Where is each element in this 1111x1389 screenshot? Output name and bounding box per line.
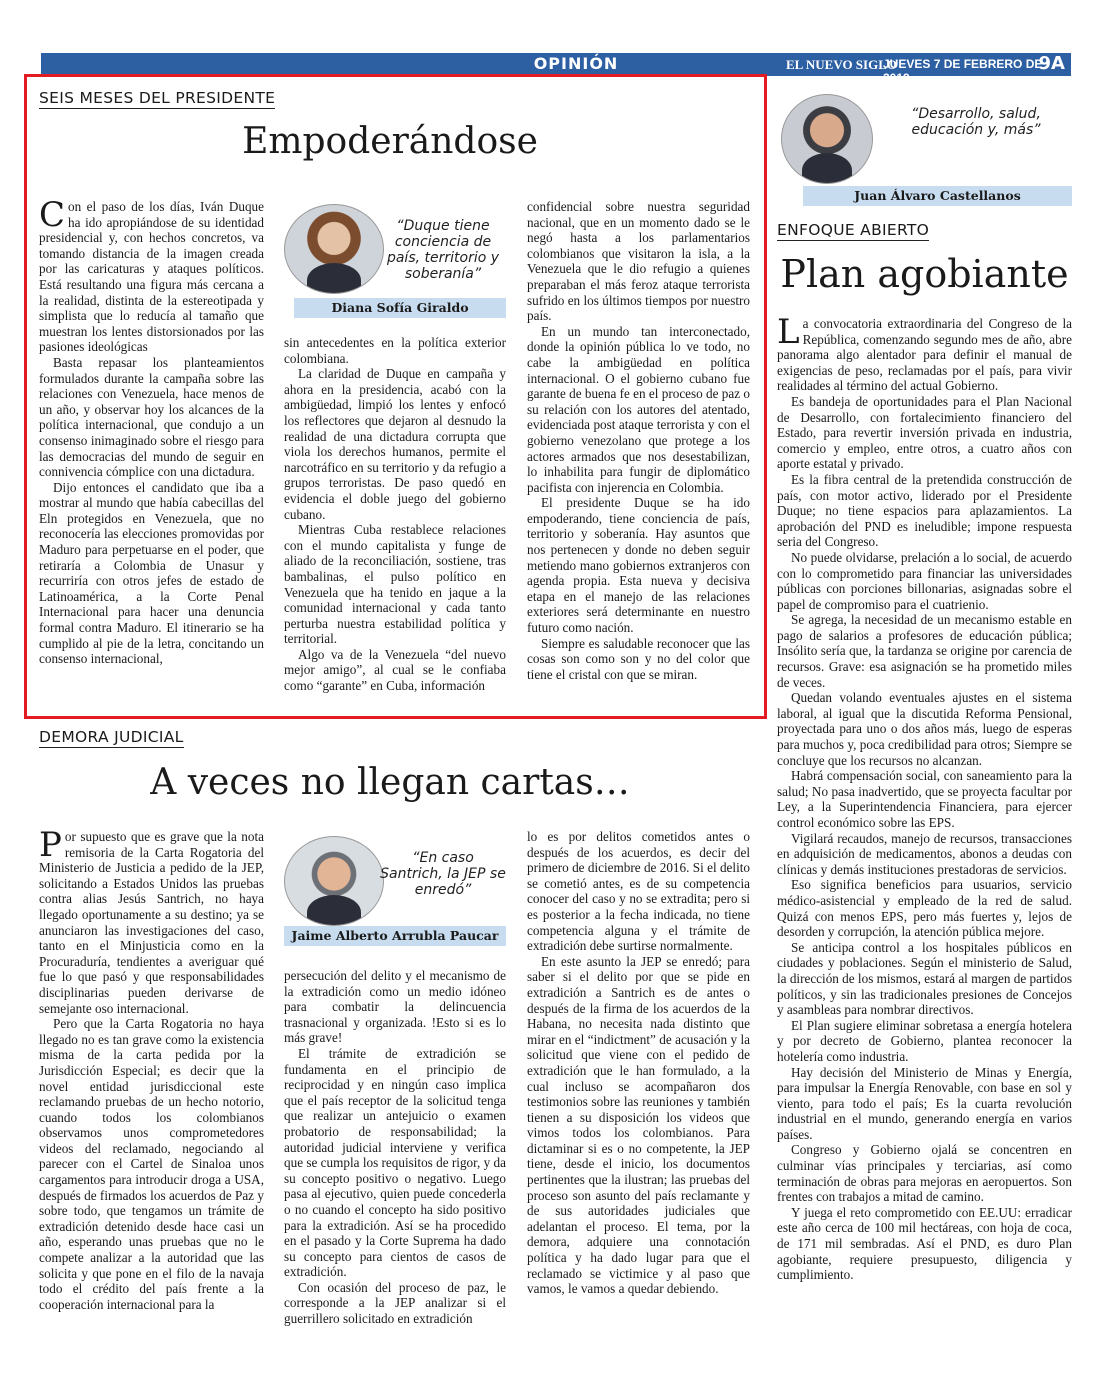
article3-paragraph: a convocatoria extraordinaria del Congreso de la República, comenzando segundo mes de año, abre panorama algo alentador para definir el manual de exigencias de peso, reclamadas por el país, para vivir realidades al término del actual Gobierno.	[777, 316, 1072, 394]
article1-column-1	[39, 195, 264, 667]
article3-paragraph: Quedan volando eventuales ajustes en el sistema laboral, al igual que la discutida Reforma Pensional, proyectada para uno o dos años más, luego de esperas para muchos y, poca credibilidad para otros; Siempre se concluye que los recursos no alcanzan.	[777, 690, 1072, 768]
article3-paragraph: El Plan sugiere eliminar sobretasa a energía hotelera y por decreto de Gobierno, plantea reconocer la hotelería como industria.	[777, 1017, 1072, 1064]
article2-author-name: Jaime Alberto Arrubla Paucar	[284, 926, 506, 946]
article1-paragraph: Basta repasar los planteamientos formulados durante la campaña sobre las relaciones con Venezuela, hace menos de un año, y observar hoy los alcances de la política internacional, que condujo a un consenso inimaginado sobre el riesgo para las democracias del mundo de seguir en connivencia cómplice con una dictadura.	[39, 354, 264, 480]
article3-paragraph: Se anticipa control a los hospitales públicos en ciudades y poblaciones. Según el ministerio de Salud, la dirección de los mismos, estará al margen de partidos políticos, y sin las tradicionales presiones de Concejos y asambleas para nombrar directivos.	[777, 939, 1072, 1018]
article1-author-name: Diana Sofía Giraldo	[294, 298, 506, 318]
article3-paragraph: Eso significa beneficios para usuarios, servicio médico-asistencial y empleado de la red de salud. Quizá con menos EPS, pero más fuertes y, lejos de desorden y corrupción, la atención pública mejore.	[777, 877, 1072, 940]
article3-paragraph: Es bandeja de oportunidades para el Plan Nacional de Desarrollo, con fortalecimiento financiero del Estado, para revertir inversión privada en industria, comercio y empleo, entre otros, a cuatro años con aporte estatal y privado.	[777, 393, 1072, 472]
article2-paragraph: lo es por delitos cometidos antes o después de los acuerdos, es decir del primero de diciembre de 2016. Si el delito se cometió antes, es de su competencia conocer del caso y no se extradita; pero si es posterior a la fecha indicada, no tiene competencia alguna y el trámite de extradición debe surtirse normalmente.	[527, 829, 750, 954]
article1-dropcap: C	[39, 195, 66, 235]
article3-paragraph: Habrá compensación social, con saneamiento para la salud; No pasa inadvertido, que se proyecta facultar por Ley, a la Superintendencia Financiera, para ejercer control económico sobre las EPS.	[777, 768, 1072, 830]
article1-paragraph: Siempre es saludable reconocer que las cosas son como son y no del color que tiene el cristal con que se miran.	[527, 635, 750, 682]
article3-paragraph: No puede olvidarse, prelación a lo social, de acuerdo con lo comprometido para financiar las universidades públicas con porciones billonarias, asignadas sobre el papel de compromiso para el cuatrienio.	[777, 549, 1072, 612]
article2-paragraph: persecución del delito y el mecanismo de la extradición como un medio idóneo para combatir la delincuencia trasnacional y organizada. !Esto si es lo más grave!	[284, 968, 506, 1046]
article2-column-3	[527, 829, 750, 1297]
author-photo	[284, 836, 384, 926]
article3-dropcap: L	[777, 312, 800, 352]
article3-pull-quote: “Desarrollo, salud, educación y, más”	[911, 106, 1041, 138]
article2-column-1	[39, 825, 264, 1312]
article1-paragraph: Mientras Cuba restablece relaciones con el mundo capitalista y funge de aliado de la reconciliación, sostiene, tras bambalinas, el pulso político en Venezuela que ha tenido en jaque a la comunidad internacional y cada tanto perturba nuestra estabilidad política y territorial.	[284, 522, 506, 647]
article2-column-2	[284, 968, 506, 1327]
article2-pull-quote: “En caso Santrich, la JEP se enredó”	[380, 850, 506, 898]
article2-headline: A veces no llegan cartas…	[150, 762, 630, 803]
article1-headline: Empoderándose	[242, 121, 538, 162]
article3-paragraph: Se agrega, la necesidad de un mecanismo estable en pago de salarios a profesores de educación pública; Insólito sería que, la tardanza se origine por carencia de recursos. Grave: esa asignación se ha prometido miles de veces.	[777, 612, 1072, 690]
article2-paragraph: En este asunto la JEP se enredó; para saber si el delito por que se pide en extradición a Santrich es de antes o después de la firma de los acuerdos de la Habana, no necesita nada distinto que mirar en el “indictment” de acusación y la solicitud que viene con el pedido de extradición que le han formulado, a la cual incluso se acompañaron dos testimonios sobre las reuniones y también tienen a su disposición los videos que vimos todos los colombianos. Para dictaminar si es o no competente, la JEP tiene, desde el inicio, los documentos pertinentes que la ilustran; las pruebas del proceso son asunto del país reclamante y de sus autoridades judiciales que adelantan el proceso. El tema, por la demora, adquiere una connotación política y ha dado lugar para que el reclamado se victimice y al paso que vamos, le vamos a quedar debiendo.	[527, 953, 750, 1297]
article3-paragraph: Hay decisión del Ministerio de Minas y Energía, para impulsar la Energía Renovable, con base en sol y viento, para todo el país; Es la cuarta revolución industrial en el mundo, generando energía en varios países.	[777, 1064, 1072, 1142]
article1-paragraph: En un mundo tan interconectado, donde la opinión pública lo ve todo, no cabe la ambigüedad en política internacional. O el gobierno cubano fue garante de buena fe en el proceso de paz o su relación con los autores del atentado, evidenciada post ataque terrorista y con el gobierno venezolano que protege a los actores armados que nos desestabilizan, lo inhabilita para fungir de diplomático pacifista con injerencia en Colombia.	[527, 323, 750, 495]
article1-author-box	[284, 204, 506, 320]
article2-kicker: DEMORA JUDICIAL	[39, 728, 184, 746]
article3-column	[777, 312, 1072, 1283]
article2-paragraph: Pero que la Carta Rogatoria no haya llegado no es tan grave como la existencia misma de la carta pedida por la Jurisdicción Especial; es decir que la novel entidad jurisdiccional este reclamando pruebas de un hecho notorio, cuando todos los colombianos observamos unos comprometedores videos del reclamado, negociando al parecer con el Cartel de Sinaloa unos cargamentos para introducir droga a USA, después de firmados los acuerdos de Paz y sobre todo, que tengamos un trámite de extradición detenido desde hace casi un año, esperando unas pruebas que no le compete analizar a la autoridad que las solicita y que pone en el filo de la navaja todo el crédito del país frente a la cooperación internacional para la	[39, 1016, 264, 1312]
page-number: 9A	[1038, 53, 1065, 74]
article1-paragraph: La claridad de Duque en campaña y ahora en la presidencia, acabó con la ambigüedad, limpió los lentes y enfocó los reflectores que dejaron al desnudo la realidad de una dictadura corrupta que viola los derechos humanos, permite el narcotráfico en su territorio y da refugio a grupos terroristas. De paso quedó en evidencia el doble juego del gobierno cubano.	[284, 366, 506, 522]
article3-paragraph: Y juega el reto comprometido con EE.UU: erradicar este año cerca de 100 mil hectáreas, con hoja de coca, de 171 mil sembradas. Así el PND, es duro Plan agobiante, requiere presupuesto, diligencia y cumplimiento.	[777, 1204, 1072, 1283]
article3-paragraph: Es la fibra central de la pretendida construcción de país, con motor activo, liderado por el Presidente Duque; no tiene espacios para aplazamientos. La aprobación del PND es ineludible; impone respuesta seria del Congreso.	[777, 471, 1072, 550]
article2-paragraph: or supuesto que es grave que la nota remisoria de la Carta Rogatoria del Ministerio de Justicia a pedido de la JEP, solicitando a Estados Unidos las pruebas contra alias Jesús Santrich, no haya llegado oportunamente a su destino; ya se anunciaron las investigaciones del caso, tanto en el Minjusticia como en la Procuraduría, tendientes a averiguar qué fue lo que pasó y que responsabilidades disciplinarias pueden derivarse de semejante oso internacional.	[39, 829, 264, 1016]
article3-author-name: Juan Álvaro Castellanos	[803, 186, 1072, 206]
article1-pull-quote: “Duque tiene conciencia de país, territorio y soberanía”	[386, 218, 500, 282]
article2-dropcap: P	[39, 825, 62, 865]
article1-column-2	[284, 335, 506, 694]
article1-kicker: SEIS MESES DEL PRESIDENTE	[39, 89, 276, 107]
article3-author-box	[781, 94, 1072, 206]
section-title: OPINIÓN	[533, 54, 619, 73]
article2-paragraph: Con ocasión del proceso de paz, le corresponde a la JEP analizar si el guerrillero solicitado en extradición	[284, 1279, 506, 1327]
article3-kicker: ENFOQUE ABIERTO	[777, 221, 930, 239]
page-header	[41, 53, 1071, 85]
article3-paragraph: Congreso y Gobierno ojalá se concentren en culminar vías principales y terciarias, así como terminación de obras para mejoras en aeropuertos. Son frentes con trabajos a mitad de camino.	[777, 1142, 1072, 1205]
issue-date: JUEVES 7 DE FEBRERO DE 2019	[883, 57, 1043, 85]
article1-paragraph: sin antecedentes en la política exterior colombiana.	[284, 335, 506, 366]
article2-author-box	[284, 836, 506, 950]
article3-paragraph: Vigilará recaudos, manejo de recursos, transacciones en adquisición de medicamentos, abonos a deudas con clínicas y demás instituciones prestadoras de servicios.	[777, 830, 1072, 877]
newspaper-name: EL NUEVO SIGLO	[786, 57, 897, 72]
article1-paragraph: El presidente Duque se ha ido empoderando, tiene conciencia de país, territorio y soberanía. Hay asuntos que nos pertenecen y donde no deben seguir metiendo mano gobiernos extranjeros con agenda propia. Esta nueva y decisiva etapa en el manejo de las relaciones exteriores será determinante en nuestro futuro como nación.	[527, 495, 750, 636]
article1-paragraph: Dijo entonces el candidato que iba a mostrar al mundo que había cabecillas del Eln protegidos en Venezuela, que no reconocería las elecciones promovidas por Maduro para perpetuarse en el poder, que retiraría a Colombia de Unasur y recurriría con otros jefes de estado de Latinoamérica, a la Corte Penal Internacional para hacer una denuncia formal contra Maduro. El itinerario se ha cumplido al pie de la letra, concitando un consenso internacional,	[39, 479, 264, 667]
article1-paragraph: Algo va de la Venezuela “del nuevo mejor amigo”, al cual se le confiaba como “garante” en Cuba, información	[284, 646, 506, 694]
article1-column-3	[527, 199, 750, 682]
author-photo	[284, 204, 384, 294]
article3-headline: Plan agobiante	[780, 252, 1069, 296]
article1-paragraph: on el paso de los días, Iván Duque ha ido apropiándose de su identidad presidencial y, con hechos concretos, va tomando distancia de la imagen creada por las caricaturas y ataques políticos. Está resultando una figura más cercana a la realidad, distinta de la estereotipada y simplista que lo reducía al tamaño que muestran los lentes distorsionados por las pasiones ideológicas	[39, 199, 264, 355]
article1-paragraph: confidencial sobre nuestra seguridad nacional, que en un momento dado se le negó hasta a los parlamentarios colombianos que visitaron la isla, a la Venezuela que le dio refugio a quienes preparaban el más feroz ataque terrorista sufrido en los últimos tiempos por nuestro país.	[527, 199, 750, 324]
article2-paragraph: El trámite de extradición se fundamenta en el principio de reciprocidad y en ningún caso implica que el país receptor de la solicitud tenga que realizar un antejuicio o examen probatorio de responsabilidad; la autoridad judicial interviene y verifica que se cumpla los requisitos de rigor, y da su concepto positivo o negativo. Luego pasa al ejecutivo, quien puede concederla o no cuando el concepto ha sido positivo para la extradición. Así se ha procedido en el pasado y la Corte Suprema ha dado su concepto para cientos de casos de extradición.	[284, 1045, 506, 1280]
author-photo	[781, 94, 873, 184]
